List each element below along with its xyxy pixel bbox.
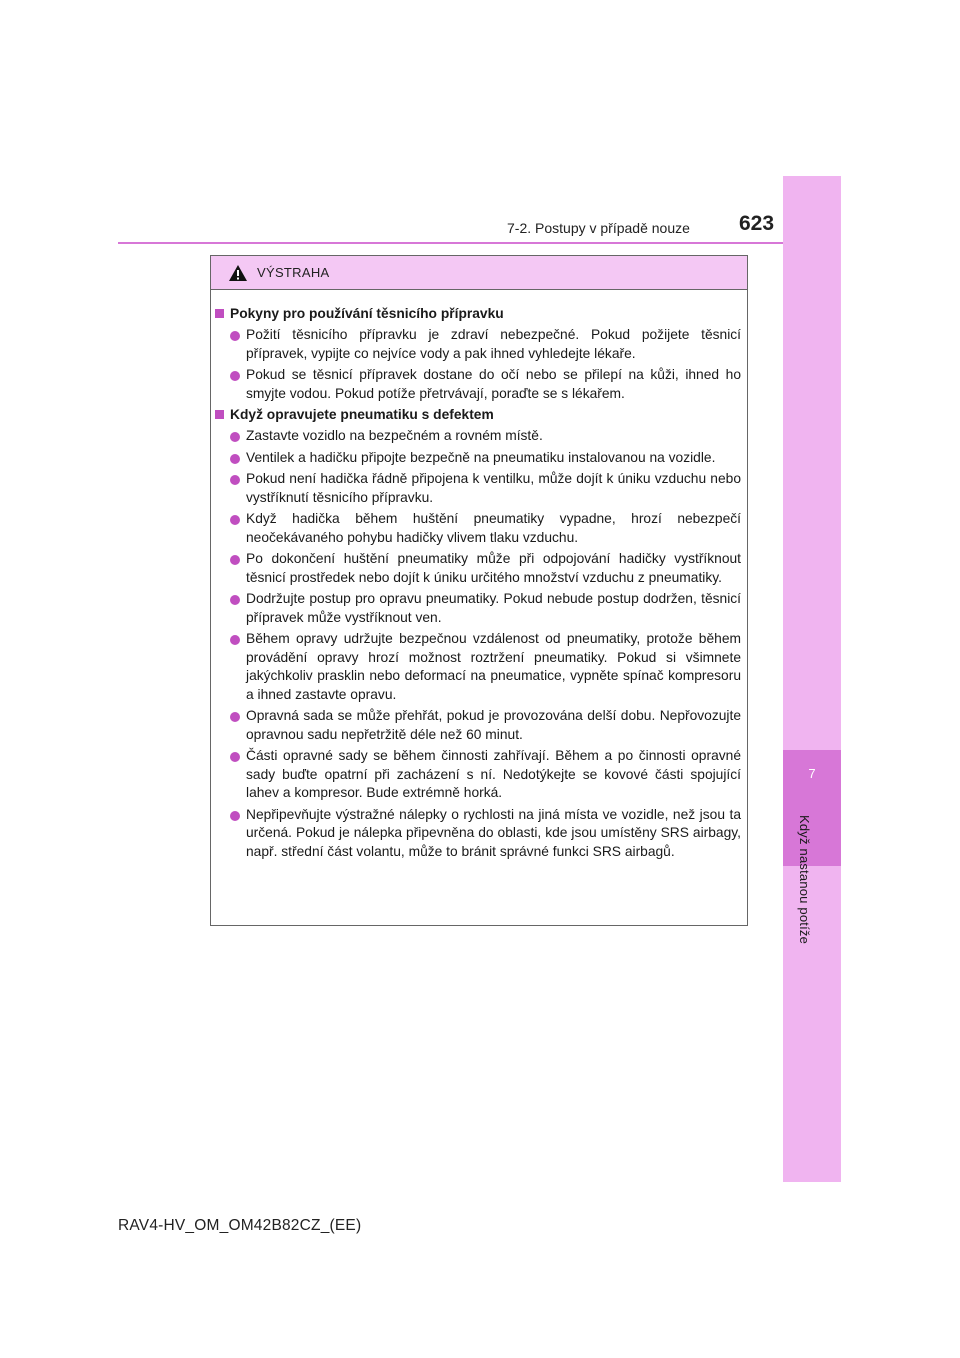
chapter-title: Když nastanou potíže: [797, 815, 812, 945]
warning-item: [215, 366, 741, 403]
warning-label: VÝSTRAHA: [257, 265, 330, 280]
circle-bullet-icon: [230, 712, 240, 722]
square-bullet-icon: [215, 309, 224, 318]
header-divider: [118, 242, 783, 244]
warning-item: [215, 510, 741, 547]
warning-item-text: Ventilek a hadičku připojte bezpečně na pneumatiku instalovanou na vozidle.: [246, 449, 716, 465]
warning-item: [215, 806, 741, 862]
warning-item: [215, 449, 741, 468]
warning-header: [211, 256, 747, 290]
warning-group-title-text: Když opravujete pneumatiku s defektem: [230, 407, 494, 422]
chapter-side-tab: [783, 176, 841, 1182]
warning-item-text: Po dokončení huštění pneumatiky může při odpojování hadičky vystříknout těsnicí prostředek nebo dojít k úniku určitého množství vzduchu z pneumatiky.: [246, 551, 741, 585]
circle-bullet-icon: [230, 515, 240, 525]
warning-item-text: Během opravy udržujte bezpečnou vzdálenost od pneumatiky, protože během provádění opravy hrozí možnost roztržení pneumatiky. Pokud si všimnete jakýchkoliv prasklin nebo deformací na pneumatice, vypněte spínač kompresoru a ihned zastavte opravu.: [246, 631, 741, 702]
warning-item-text: Části opravné sady se během činnosti zahřívají. Během a po činnosti opravné sady buďte opatrní při zacházení s ní. Nedotýkejte se kovové části spojující lahev a kompresor. Bude extrémně horká.: [246, 748, 741, 800]
circle-bullet-icon: [230, 432, 240, 442]
circle-bullet-icon: [230, 371, 240, 381]
page-number: 623: [739, 212, 775, 235]
document-code: RAV4-HV_OM_OM42B82CZ_(EE): [118, 1217, 362, 1234]
warning-triangle-icon: [228, 264, 248, 282]
warning-item: [215, 630, 741, 704]
circle-bullet-icon: [230, 635, 240, 645]
warning-content: [211, 290, 747, 861]
warning-item: [215, 326, 741, 363]
circle-bullet-icon: [230, 555, 240, 565]
warning-item: [215, 550, 741, 587]
warning-item-text: Pokud není hadička řádně připojena k ventilku, může dojít k úniku vzduchu nebo vystříknutí těsnicího přípravku.: [246, 471, 741, 505]
warning-item: [215, 590, 741, 627]
warning-item-text: Požití těsnicího přípravku je zdraví nebezpečné. Pokud požijete těsnicí přípravek, vypijte co nejvíce vody a pak ihned vyhledejte lékaře.: [246, 327, 741, 361]
circle-bullet-icon: [230, 331, 240, 341]
square-bullet-icon: [215, 410, 224, 419]
warning-item: [215, 747, 741, 803]
warning-item-text: Opravná sada se může přehřát, pokud je provozována delší dobu. Nepřovozujte opravnou sadu nepřetržitě déle než 60 minut.: [246, 708, 741, 742]
warning-item-text: Dodržujte postup pro opravu pneumatiky. Pokud nebude postup dodržen, těsnicí přípravek může vystříknout ven.: [246, 591, 741, 625]
warning-item-text: Když hadička během huštění pneumatiky vypadne, hrozí nebezpečí neočekávaného pohybu hadičky vlivem tlaku vzduchu.: [246, 511, 741, 545]
warning-item: [215, 707, 741, 744]
warning-item-text: Zastavte vozidlo na bezpečném a rovném místě.: [246, 428, 543, 443]
warning-group-title-text: Pokyny pro používání těsnicího přípravku: [230, 306, 504, 321]
section-title: 7-2. Postupy v případě nouze: [507, 220, 690, 236]
warning-group-title: [215, 304, 741, 323]
circle-bullet-icon: [230, 811, 240, 821]
warning-item: [215, 470, 741, 507]
circle-bullet-icon: [230, 752, 240, 762]
warning-group-title: [215, 405, 741, 424]
circle-bullet-icon: [230, 454, 240, 464]
chapter-number: 7: [808, 766, 816, 781]
warning-item-text: Nepřipevňujte výstražné nálepky o rychlosti na jiná místa ve vozidle, než jsou ta určená. Pokud je nálepka připevněna do oblasti, kde jsou umístěny SRS airbagy, např. střední část volantu, může to bránit správné funkci SRS airbagů.: [246, 806, 741, 859]
warning-item: [215, 427, 741, 446]
circle-bullet-icon: [230, 475, 240, 485]
warning-item-text: Pokud se těsnicí přípravek dostane do očí nebo se přilepí na kůži, ihned ho smyjte vodou. Pokud potíže přetrvávají, poraďte se s lékařem.: [246, 367, 741, 401]
warning-box: [210, 255, 748, 926]
circle-bullet-icon: [230, 595, 240, 605]
